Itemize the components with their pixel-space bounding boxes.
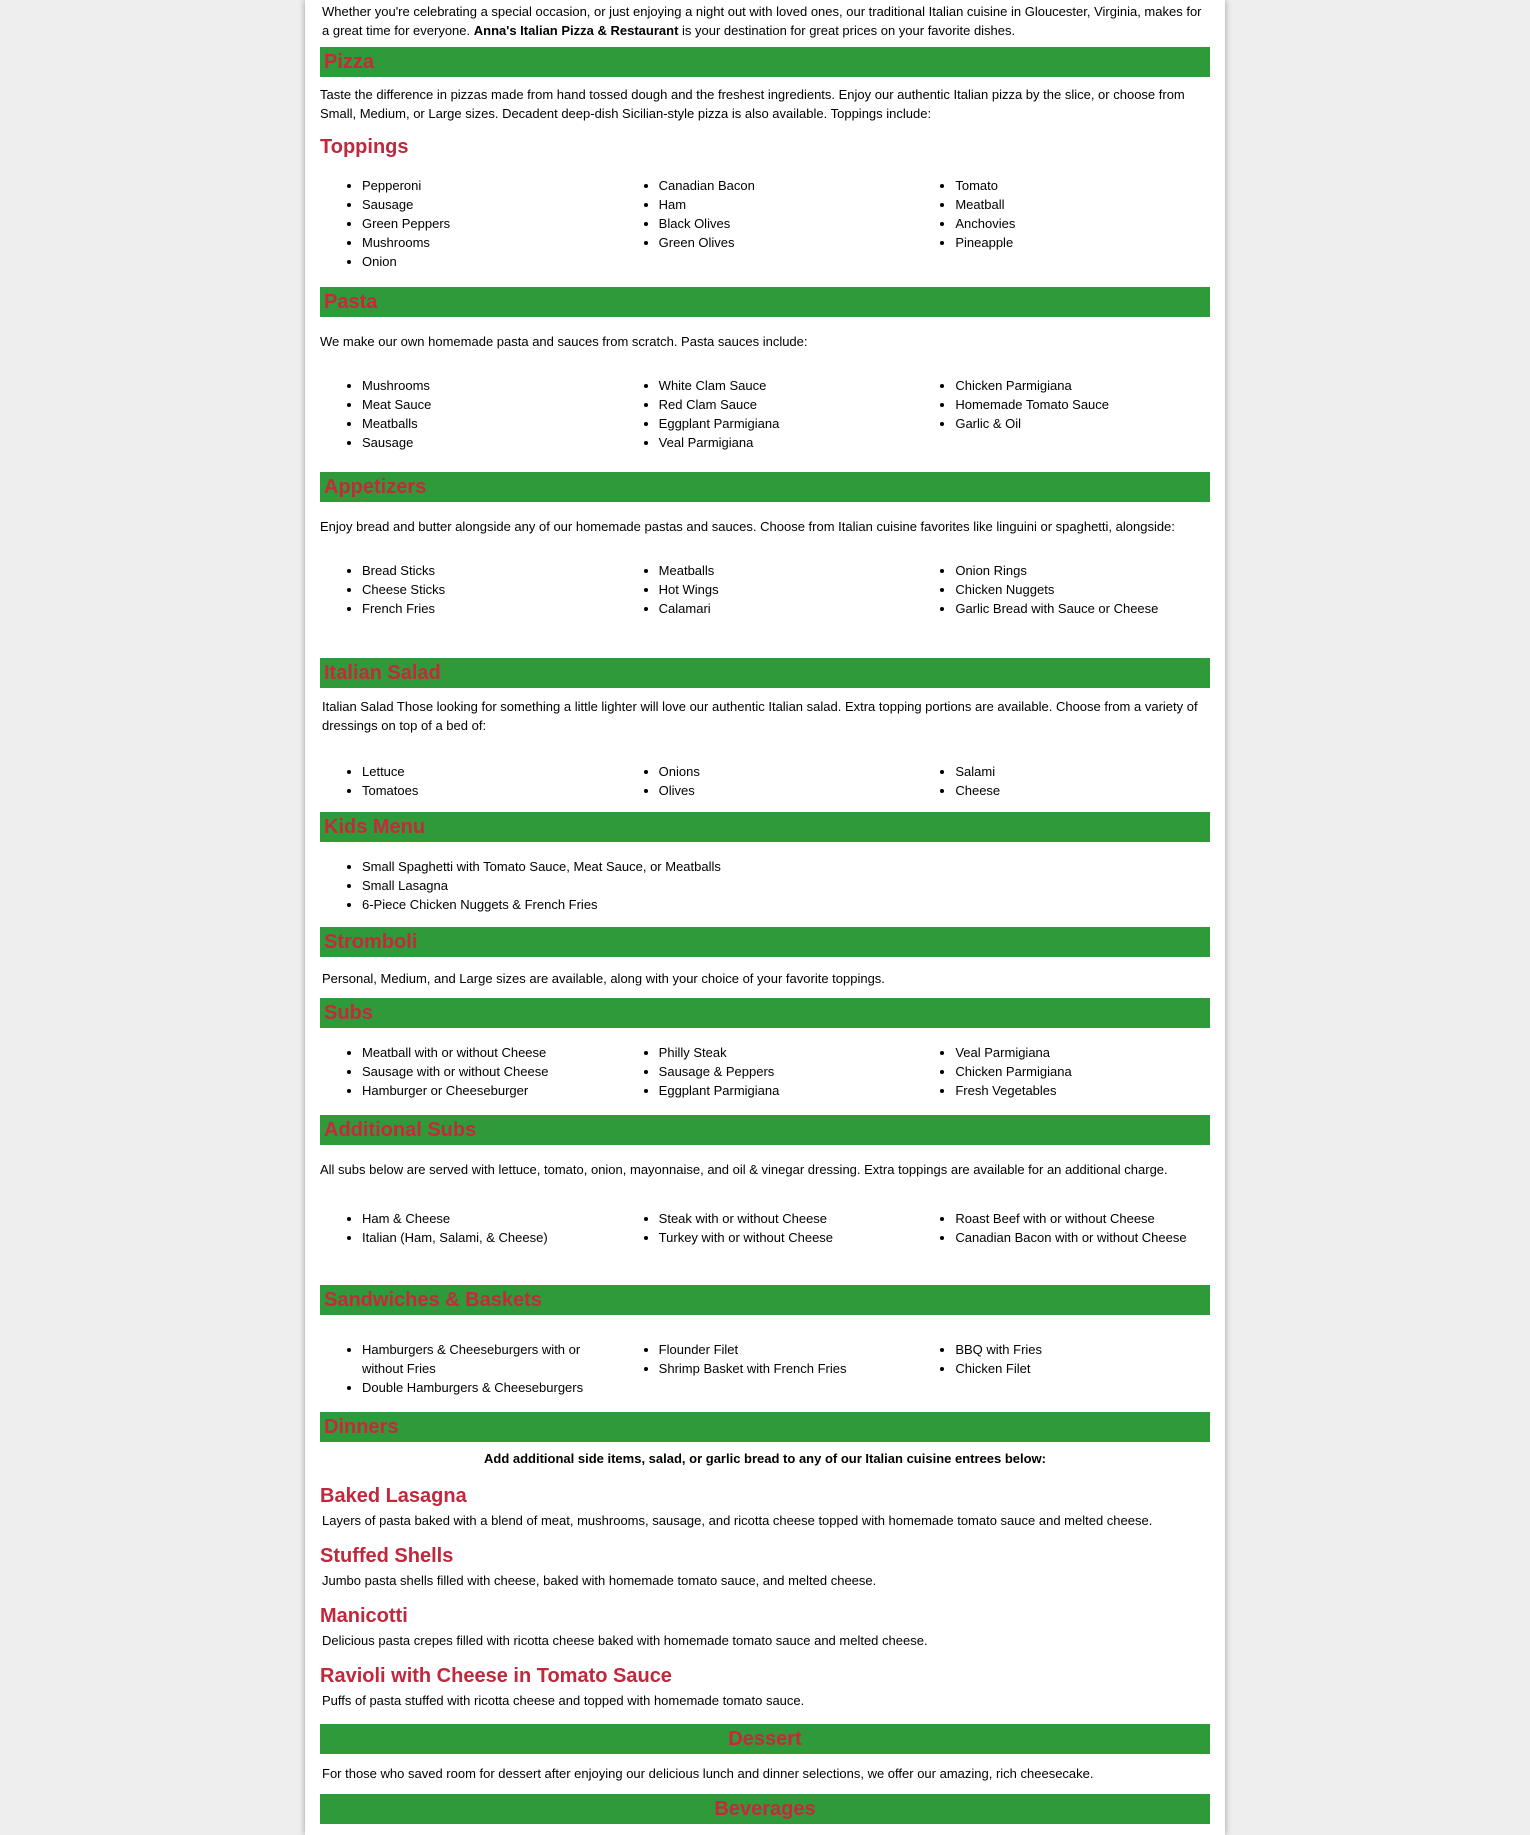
list-item: • Black Olives xyxy=(659,214,914,233)
list-item: • Sausage xyxy=(362,433,617,452)
list-item: • Anchovies xyxy=(955,214,1210,233)
sandwiches-column-3 xyxy=(913,1340,1210,1397)
appetizers-column-2 xyxy=(617,561,914,618)
section-header-dinners: Dinners xyxy=(320,1412,1210,1442)
pasta-description: We make our own homemade pasta and sauces from scratch. Pasta sauces include: xyxy=(320,334,808,349)
list-item: • Veal Parmigiana xyxy=(955,1043,1210,1062)
list-item: • Calamari xyxy=(659,599,914,618)
list-item: • French Fries xyxy=(362,599,617,618)
intro-paragraph xyxy=(320,2,1210,40)
list-item: • Hot Wings xyxy=(659,580,914,599)
section-header-subs: Subs xyxy=(320,998,1210,1028)
list-item: • Shrimp Basket with French Fries xyxy=(659,1359,914,1378)
list-item: • Canadian Bacon with or without Cheese xyxy=(955,1228,1210,1247)
intro-text-end: is your destination for great prices on your favorite dishes. xyxy=(678,23,1016,38)
section-header-sandwiches-baskets: Sandwiches & Baskets xyxy=(320,1285,1210,1315)
list-item: • Mushrooms xyxy=(362,376,617,395)
additional-subs-list xyxy=(320,1209,1210,1247)
dish-description: Delicious pasta crepes filled with ricotta cheese baked with homemade tomato sauce and melted cheese. xyxy=(322,1633,928,1648)
stromboli-description: Personal, Medium, and Large sizes are available, along with your choice of your favorite toppings. xyxy=(322,971,885,986)
dish-description: Layers of pasta baked with a blend of meat, mushrooms, sausage, and ricotta cheese topped with homemade tomato sauce and melted cheese. xyxy=(322,1513,1153,1528)
list-item: • Onion Rings xyxy=(955,561,1210,580)
subs-column-1 xyxy=(320,1043,617,1100)
dish-title-ravioli: Ravioli with Cheese in Tomato Sauce xyxy=(320,1665,672,1687)
list-item: • Double Hamburgers & Cheeseburgers xyxy=(362,1378,617,1397)
list-item: • White Clam Sauce xyxy=(659,376,914,395)
subs-column-2 xyxy=(617,1043,914,1100)
section-header-stromboli: Stromboli xyxy=(320,927,1210,957)
sandwiches-list xyxy=(320,1340,1210,1397)
additional-subs-column-3 xyxy=(913,1209,1210,1247)
list-item: • Eggplant Parmigiana xyxy=(659,1081,914,1100)
dish-description: Puffs of pasta stuffed with ricotta cheese and topped with homemade tomato sauce. xyxy=(322,1693,805,1708)
toppings-column-2 xyxy=(617,176,914,271)
appetizers-column-3 xyxy=(913,561,1210,618)
intro-text: Whether you're celebrating a special occasion, or just enjoying a night out with loved ones, our traditional Italian cuisine in Gloucester, Virginia, makes for a great time for everyone. xyxy=(322,4,1202,38)
restaurant-name: Anna's Italian Pizza & Restaurant xyxy=(473,23,679,38)
salad-column-3 xyxy=(913,762,1210,800)
toppings-column-3 xyxy=(913,176,1210,271)
appetizers-list xyxy=(320,561,1210,618)
page-panel xyxy=(305,0,1225,1835)
list-item: • Salami xyxy=(955,762,1210,781)
dish-title-baked-lasagna: Baked Lasagna xyxy=(320,1485,467,1507)
list-item: • Pepperoni xyxy=(362,176,617,195)
list-item: • Tomatoes xyxy=(362,781,617,800)
appetizers-column-1 xyxy=(320,561,617,618)
section-header-dessert: Dessert xyxy=(320,1724,1210,1754)
list-item: • Chicken Filet xyxy=(955,1359,1210,1378)
list-item: • Meat Sauce xyxy=(362,395,617,414)
pasta-sauces-list xyxy=(320,376,1210,452)
salad-description: Italian Salad Those looking for something a little lighter will love our authentic Italian salad. Extra topping portions are available. Choose from a variety of dressings on top of a bed of: xyxy=(322,699,1198,733)
list-item: • Italian (Ham, Salami, & Cheese) xyxy=(362,1228,617,1247)
kids-menu-list xyxy=(320,857,1210,914)
list-item: • Mushrooms xyxy=(362,233,617,252)
list-item: • 6-Piece Chicken Nuggets & French Fries xyxy=(362,895,1210,914)
list-item: • Sausage xyxy=(362,195,617,214)
list-item: • Green Olives xyxy=(659,233,914,252)
list-item: • Meatball xyxy=(955,195,1210,214)
subs-column-3 xyxy=(913,1043,1210,1100)
list-item: • Lettuce xyxy=(362,762,617,781)
list-item: • Flounder Filet xyxy=(659,1340,914,1359)
additional-subs-column-2 xyxy=(617,1209,914,1247)
list-item: • Turkey with or without Cheese xyxy=(659,1228,914,1247)
list-item: • Meatball with or without Cheese xyxy=(362,1043,617,1062)
list-item: • Cheese Sticks xyxy=(362,580,617,599)
section-header-pizza: Pizza xyxy=(320,47,1210,77)
list-item: • Roast Beef with or without Cheese xyxy=(955,1209,1210,1228)
sandwiches-column-1 xyxy=(320,1340,617,1397)
list-item: • BBQ with Fries xyxy=(955,1340,1210,1359)
list-item: • Bread Sticks xyxy=(362,561,617,580)
toppings-list xyxy=(320,176,1210,271)
pizza-description: Taste the difference in pizzas made from hand tossed dough and the freshest ingredients. Enjoy our authentic Italian pizza by the slice, or choose from Small, Medium, or Large sizes. Decadent deep-dish Sicilian-style pizza is also available. Toppings include: xyxy=(320,87,1185,121)
salad-column-1 xyxy=(320,762,617,800)
list-item: • Homemade Tomato Sauce xyxy=(955,395,1210,414)
salad-column-2 xyxy=(617,762,914,800)
list-item: • Sausage with or without Cheese xyxy=(362,1062,617,1081)
list-item: • Onions xyxy=(659,762,914,781)
list-item: • Meatballs xyxy=(362,414,617,433)
dish-title-manicotti: Manicotti xyxy=(320,1605,408,1627)
section-header-additional-subs: Additional Subs xyxy=(320,1115,1210,1145)
dish-description: Jumbo pasta shells filled with cheese, baked with homemade tomato sauce, and melted cheese. xyxy=(322,1573,877,1588)
list-item: • Garlic & Oil xyxy=(955,414,1210,433)
list-item: • Red Clam Sauce xyxy=(659,395,914,414)
list-item: • Garlic Bread with Sauce or Cheese xyxy=(955,599,1210,618)
section-header-appetizers: Appetizers xyxy=(320,472,1210,502)
pasta-column-2 xyxy=(617,376,914,452)
salad-list xyxy=(320,762,1210,800)
list-item: • Chicken Parmigiana xyxy=(955,376,1210,395)
toppings-column-1 xyxy=(320,176,617,271)
list-item: • Green Peppers xyxy=(362,214,617,233)
list-item: • Ham xyxy=(659,195,914,214)
appetizers-description: Enjoy bread and butter alongside any of our homemade pastas and sauces. Choose from Italian cuisine favorites like linguini or spaghetti, alongside: xyxy=(320,519,1175,534)
list-item: • Cheese xyxy=(955,781,1210,800)
toppings-heading: Toppings xyxy=(320,136,409,158)
list-item: • Chicken Nuggets xyxy=(955,580,1210,599)
list-item: • Eggplant Parmigiana xyxy=(659,414,914,433)
list-item: • Ham & Cheese xyxy=(362,1209,617,1228)
list-item: • Sausage & Peppers xyxy=(659,1062,914,1081)
dinners-note: Add additional side items, salad, or garlic bread to any of our Italian cuisine entrees below: xyxy=(483,1451,1046,1466)
list-item: • Hamburger or Cheeseburger xyxy=(362,1081,617,1100)
list-item: • Small Spaghetti with Tomato Sauce, Meat Sauce, or Meatballs xyxy=(362,857,1210,876)
list-item: • Steak with or without Cheese xyxy=(659,1209,914,1228)
additional-subs-column-1 xyxy=(320,1209,617,1247)
list-item: • Pineapple xyxy=(955,233,1210,252)
section-header-kids-menu: Kids Menu xyxy=(320,812,1210,842)
list-item: • Meatballs xyxy=(659,561,914,580)
dish-title-stuffed-shells: Stuffed Shells xyxy=(320,1545,454,1567)
list-item: • Chicken Parmigiana xyxy=(955,1062,1210,1081)
menu-content xyxy=(320,0,1210,1824)
section-header-italian-salad: Italian Salad xyxy=(320,658,1210,688)
section-header-beverages: Beverages xyxy=(320,1794,1210,1824)
sandwiches-column-2 xyxy=(617,1340,914,1397)
pasta-column-3 xyxy=(913,376,1210,452)
list-item: • Small Lasagna xyxy=(362,876,1210,895)
list-item: • Canadian Bacon xyxy=(659,176,914,195)
list-item: • Onion xyxy=(362,252,617,271)
dessert-description: For those who saved room for dessert after enjoying our delicious lunch and dinner selections, we offer our amazing, rich cheesecake. xyxy=(322,1766,1094,1781)
subs-list xyxy=(320,1043,1210,1100)
list-item: • Veal Parmigiana xyxy=(659,433,914,452)
list-item: • Olives xyxy=(659,781,914,800)
list-item: • Philly Steak xyxy=(659,1043,914,1062)
list-item: • Hamburgers & Cheeseburgers with or without Fries xyxy=(362,1340,617,1378)
section-header-pasta: Pasta xyxy=(320,287,1210,317)
list-item: • Fresh Vegetables xyxy=(955,1081,1210,1100)
additional-subs-description: All subs below are served with lettuce, tomato, onion, mayonnaise, and oil & vinegar dressing. Extra toppings are available for an additional charge. xyxy=(320,1162,1168,1177)
list-item: • Tomato xyxy=(955,176,1210,195)
pasta-column-1 xyxy=(320,376,617,452)
